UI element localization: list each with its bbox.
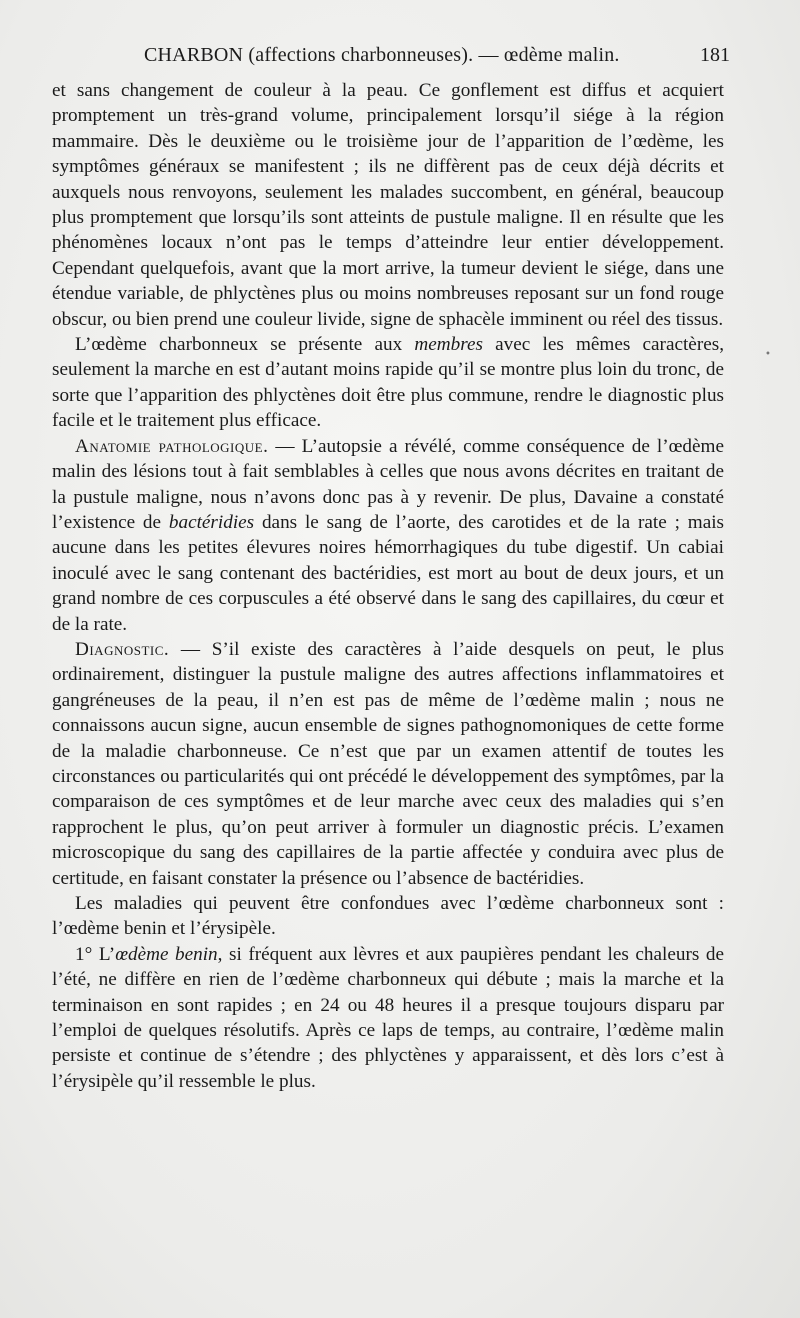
paragraph-text-before: L’ <box>92 943 116 965</box>
list-number: 1° <box>75 943 93 965</box>
paragraph-maladies <box>52 891 724 942</box>
page-header <box>52 44 730 74</box>
paragraph-membres <box>52 332 724 434</box>
paragraph-oedeme-benin <box>52 942 724 1094</box>
margin-dot-mark: • <box>765 349 771 360</box>
paragraph-text-after: avec les mêmes caractères, seulement la marche en est d’autant moins rapide qu’il se montre plus loin du tronc, de sorte que l’apparition des phlyctènes doit être plus commune, rendre le diagnostic plus facile et le traitement plus efficace. <box>52 334 724 432</box>
italic-term: bactéridies <box>168 511 255 533</box>
section-heading-anatomie: Anatomie pathologique. <box>75 435 269 457</box>
page-number: 181 <box>700 44 730 66</box>
paragraph-text: — S’il existe des caractères à l’aide desquels on peut, le plus ordinairement, distinguer la pustule maligne des autres affections inflammatoires et gangréneuses de la peau, il n’en est pas de même de l’œdème malin ; nous ne connaissons aucun signe, aucun ensemble de signes pathognomoniques de cette forme de la maladie charbonneuse. Ce n’est que par un examen attentif de toutes les circonstances ou particularités qui ont précédé le développement des symptômes, par la comparaison de ces symptômes et de leur marche avec ceux des maladies qui s’en rapprochent le plus, qu’on peut arriver à formuler un diagnostic précis. L’examen microscopique du sang des capillaires de la partie affectée y conduira avec plus de certitude, en faisant constater la présence ou l’absence de bactéridies. <box>52 638 724 889</box>
italic-term: œdème benin <box>115 943 218 965</box>
paragraph-continuation <box>52 78 724 332</box>
paragraph-anatomie-pathologique <box>52 434 724 637</box>
paragraph-text-before: — L’autopsie a révélé, comme conséquence de l’œdème malin des lésions tout à fait semblables à celles que nous avons décrites en traitant de la pustule maligne, nous n’avons donc pas à y revenir. De plus, Davaine a constaté l’existence de <box>52 435 724 533</box>
paragraph-text-before: L’œdème charbonneux se présente aux <box>75 334 415 356</box>
paragraph-diagnostic <box>52 637 724 891</box>
paragraph-text: et sans changement de couleur à la peau. Ce gonflement est diffus et acquiert promptement un très-grand volume, principalement lorsqu’il siége à la région mammaire. Dès le deuxième ou le troisième jour de l’apparition de l’œdème, les symptômes généraux se manifestent ; ils ne diffèrent pas de ceux déjà décrits et auxquels nous renvoyons, seulement les malades succombent, en général, beaucoup plus promptement que lorsqu’ils sont atteints de pustule maligne. Il en résulte que les phénomènes locaux n’ont pas le temps d’atteindre leur entier développement. Cependant quelquefois, avant que la mort arrive, la tumeur devient le siége, dans une étendue variable, de phlyctènes plus ou moins nombreuses reposant sur un fond rouge obscur, ou bien prend une couleur livide, signe de sphacèle imminent ou réel des tissus. <box>52 80 724 330</box>
section-heading-diagnostic: Diagnostic. <box>75 638 170 660</box>
paragraph-text-after: , si fréquent aux lèvres et aux paupières pendant les chaleurs de l’été, ne diffère en rien de l’œdème charbonneux qui débute ; mais la marche et la terminaison en sont rapides ; en 24 ou 48 heures il a presque toujours disparu par l’emploi de quelques résolutifs. Après ce laps de temps, au contraire, l’œdème malin persiste et continue de s’étendre ; des phlyctènes y apparaissent, et dès lors c’est à l’érysipèle qu’il ressemble le plus. <box>52 943 724 1092</box>
paragraph-text-after: dans le sang de l’aorte, des carotides et de la rate ; mais aucune dans les petites élevures noires hémorrhagiques du tube digestif. Un cabiai inoculé avec le sang contenant des bactéridies, est mort au bout de deux jours, et un grand nombre de ces corpuscules a été observé dans le sang des capillaires, du cœur et de la rate. <box>52 511 725 635</box>
running-title: CHARBON (affections charbonneuses). — œdème malin. <box>144 44 620 66</box>
page-body <box>52 78 724 1094</box>
paragraph-text: Les maladies qui peuvent être confondues avec l’œdème charbonneux sont : l’œdème benin et l’érysipèle. <box>52 893 724 940</box>
italic-term: membres <box>414 334 483 356</box>
